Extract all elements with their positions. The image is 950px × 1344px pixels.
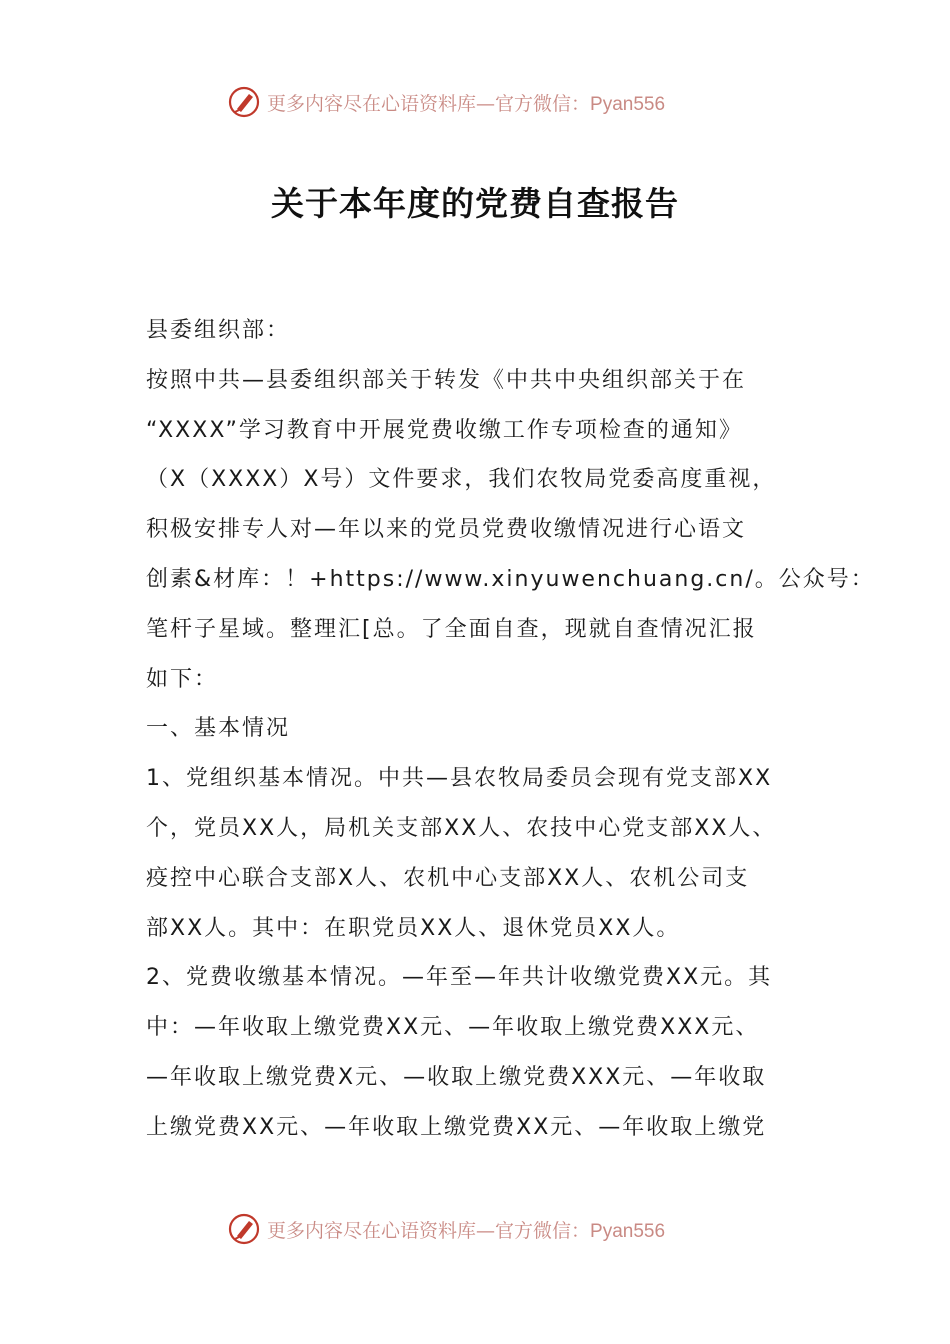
text-line: 创素&材库：！+https://www.xinyuwenchuang.cn/。公众号： bbox=[146, 566, 875, 592]
text-line: “XXXX”学习教育中开展党费收缴工作专项检查的通知》 bbox=[146, 417, 743, 443]
text-line: 中：—年收取上缴党费XX元、—年收取上缴党费XXX元、 bbox=[146, 1015, 760, 1041]
watermark-text: 更多内容尽在心语资料库—官方微信：Pyan556 bbox=[267, 1219, 666, 1242]
pen-logo-icon bbox=[227, 1212, 261, 1246]
text-line: 按照中共—县委组织部关于转发《中共中央组织部关于在 bbox=[146, 367, 747, 393]
text-line: 部XX人。其中：在职党员XX人、退休党员XX人。 bbox=[146, 915, 681, 941]
text-line: 1、党组织基本情况。中共—县农牧局委员会现有党支部XX bbox=[146, 766, 773, 792]
text-line: —年收取上缴党费X元、—收取上缴党费XXX元、—年收取 bbox=[146, 1064, 767, 1090]
text-line: 上缴党费XX元、—年收取上缴党费XX元、—年收取上缴党 bbox=[146, 1114, 767, 1140]
text-line: 如下： bbox=[146, 666, 219, 692]
document-body bbox=[146, 306, 875, 1153]
text-line: 笔杆子星域。整理汇[总。了全面自查，现就自查情况汇报 bbox=[146, 616, 757, 642]
watermark-header bbox=[227, 84, 665, 120]
text-line: （X（XXXX）X号）文件要求，我们农牧局党委高度重视， bbox=[146, 467, 777, 493]
text-line: 一、基本情况 bbox=[146, 716, 291, 742]
text-line: 县委组织部： bbox=[146, 318, 291, 343]
text-line: 个，党员XX人，局机关支部XX人、农技中心党支部XX人、 bbox=[146, 815, 777, 841]
text-line: 积极安排专人对—年以来的党员党费收缴情况进行心语文 bbox=[146, 517, 747, 543]
watermark-text: 更多内容尽在心语资料库—官方微信：Pyan556 bbox=[267, 92, 666, 115]
text-line: 2、党费收缴基本情况。—年至—年共计收缴党费XX元。其 bbox=[146, 965, 773, 991]
document-title: 关于本年度的党费自查报告 bbox=[271, 184, 679, 223]
text-line: 疫控中心联合支部X人、农机中心支部XX人、农机公司支 bbox=[146, 865, 750, 891]
pen-logo-icon bbox=[227, 85, 261, 119]
watermark-footer bbox=[227, 1211, 665, 1247]
